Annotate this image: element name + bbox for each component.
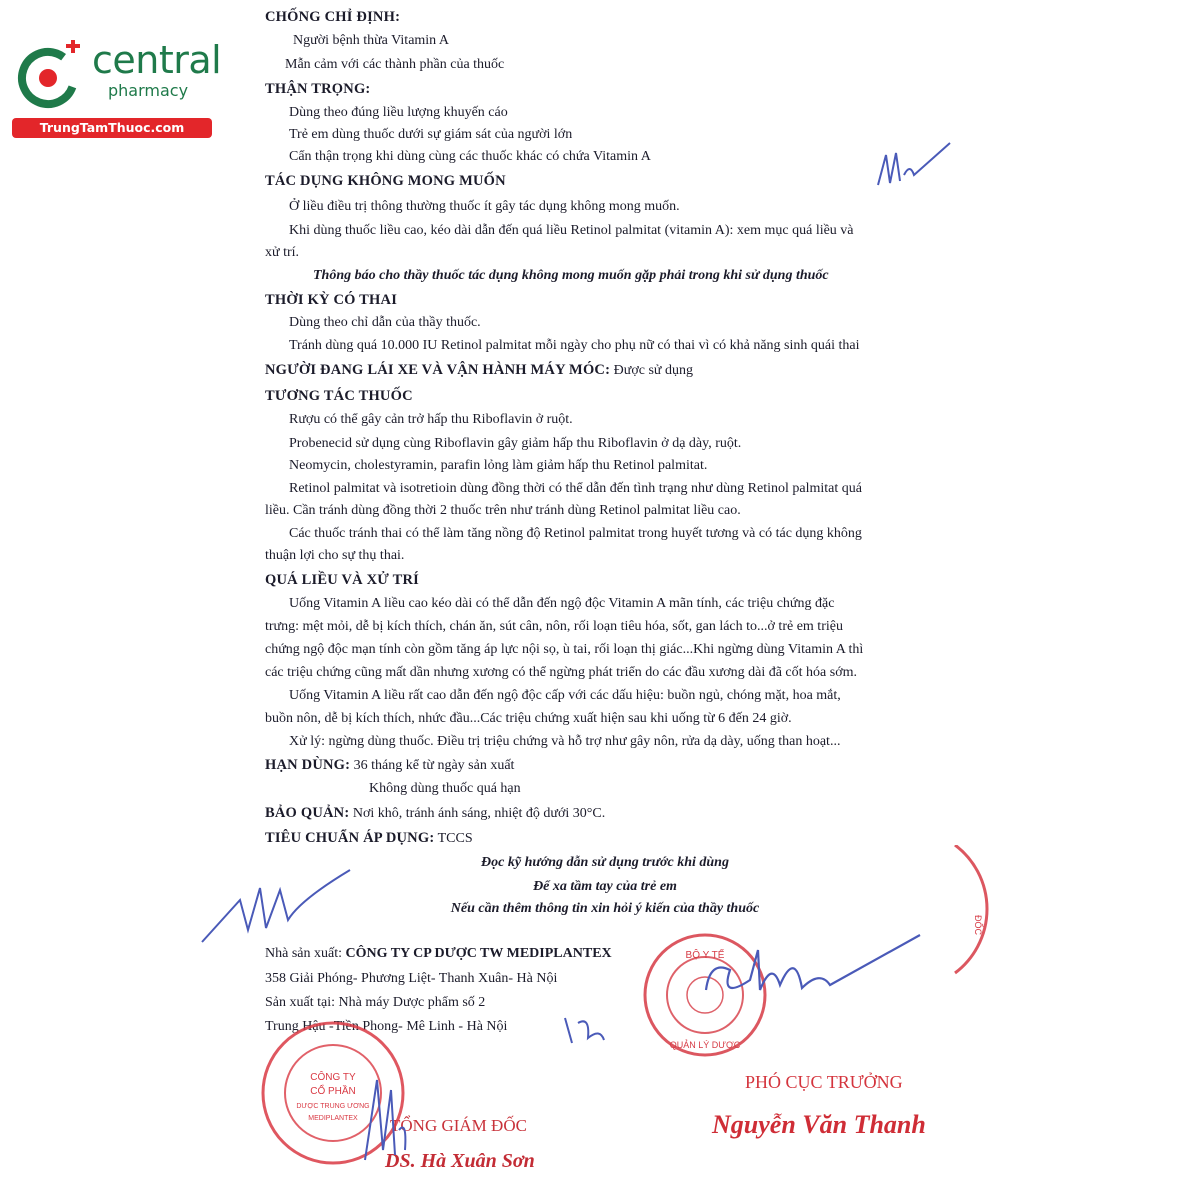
brand-sub: pharmacy	[108, 81, 189, 100]
caution-title: THẬN TRỌNG:	[265, 81, 371, 97]
overdose-3: Xử lý: ngừng dùng thuốc. Điều trị triệu chứng và hỗ trợ như gây nôn, rửa dạ dày, uống than hoạt...	[289, 734, 841, 749]
read-instructions-3: Nếu cần thêm thông tin xin hỏi ý kiến của thầy thuốc	[450, 901, 760, 916]
pregnancy-title: THỜI KỲ CÓ THAI	[265, 292, 398, 308]
standard-text: TCCS	[437, 831, 473, 846]
side-effects-2a: Khi dùng thuốc liều cao, kéo dài dẫn đến quá liều Retinol palmitat (vitamin A): xem mục quá liều và	[289, 223, 854, 238]
svg-text:CỔ PHẦN: CỔ PHẦN	[310, 1086, 356, 1097]
interactions-4b: liều. Cần tránh dùng đồng thời 2 thuốc trên như tránh dùng Retinol palmitat liều cao.	[265, 503, 741, 518]
side-effects-1: Ở liều điều trị thông thường thuốc ít gây tác dụng không mong muốn.	[289, 199, 680, 214]
director-signature-icon	[355, 1060, 415, 1170]
director-title: TỔNG GIÁM ĐỐC	[390, 1116, 527, 1135]
interactions-3: Neomycin, cholestyramin, parafin lỏng làm giảm hấp thu Retinol palmitat.	[289, 458, 708, 473]
deputy-signature-icon	[700, 930, 930, 1030]
made-at-text: Nhà máy Dược phẩm số 2	[338, 995, 486, 1010]
expiry-title: HẠN DÙNG:	[265, 757, 351, 773]
side-effects-2b: xử trí.	[265, 245, 300, 260]
driving-text: Được sử dụng	[613, 363, 693, 378]
contra-item-1: Người bệnh thừa Vitamin A	[293, 33, 450, 48]
storage-title: BẢO QUẢN:	[265, 805, 350, 821]
storage-line	[265, 804, 605, 823]
overdose-1c: chứng ngộ độc mạn tính còn gồm tăng áp lực nội sọ, ù tai, rối loạn thị giác...Khi ngừng dùng Vitamin A thì	[265, 642, 864, 657]
svg-text:BỘ Y TẾ: BỘ Y TẾ	[685, 950, 725, 961]
caution-item-3: Cẩn thận trọng khi dùng cùng các thuốc khác có chứa Vitamin A	[289, 149, 651, 164]
svg-text:MEDIPLANTEX: MEDIPLANTEX	[308, 1115, 358, 1122]
brand-name: central	[92, 38, 222, 82]
brand-site-link[interactable]: TrungTamThuoc.com	[12, 118, 212, 138]
svg-text:DƯỢC TRUNG ƯƠNG: DƯỢC TRUNG ƯƠNG	[296, 1103, 370, 1110]
interactions-4a: Retinol palmitat và isotretioin dùng đồng thời có thể dẫn đến tình trạng như dùng Retinol palmitat quá	[289, 481, 862, 496]
caution-item-2: Trẻ em dùng thuốc dưới sự giám sát của người lớn	[289, 127, 573, 142]
expiry-text-2: Không dùng thuốc quá hạn	[369, 781, 521, 796]
deputy-name: Nguyễn Văn Thanh	[712, 1110, 926, 1139]
storage-text: Nơi khô, tránh ánh sáng, nhiệt độ dưới 30°C.	[352, 806, 606, 821]
side-effects-note: Thông báo cho thầy thuốc tác dụng không mong muốn gặp phải trong khi sử dụng thuốc	[313, 268, 829, 283]
pregnancy-1: Dùng theo chỉ dẫn của thầy thuốc.	[289, 315, 481, 330]
svg-text:CÔNG TY: CÔNG TY	[310, 1072, 356, 1083]
svg-text:QUẢN LÝ DƯỢC: QUẢN LÝ DƯỢC	[669, 1040, 741, 1050]
director-name: DS. Hà Xuân Sơn	[385, 1150, 535, 1172]
overdose-1d: các triệu chứng cũng mất dần nhưng xương có thể ngừng phát triển do các đầu xương dài đã cốt hóa sớm.	[265, 665, 857, 680]
initials-signature-small-icon	[560, 1008, 610, 1048]
driving-line	[265, 361, 693, 380]
interactions-2: Probenecid sử dụng cùng Riboflavin gây giảm hấp thu Riboflavin ở dạ dày, ruột.	[289, 436, 742, 451]
standard-title: TIÊU CHUẨN ÁP DỤNG:	[265, 830, 435, 846]
made-at-address: Trung Hậu -Tiền Phong- Mê Linh - Hà Nội	[265, 1019, 508, 1034]
deputy-title: PHÓ CỤC TRƯỞNG	[745, 1072, 903, 1092]
interactions-5a: Các thuốc tránh thai có thể làm tăng nồng độ Retinol palmitat trong huyết tương và có tác dụng không	[289, 526, 862, 541]
made-at-line	[265, 994, 485, 1012]
overdose-1a: Uống Vitamin A liều cao kéo dài có thể dẫn đến ngộ độc Vitamin A mãn tính, các triệu chứng đặc	[289, 596, 835, 611]
contra-title: CHỐNG CHỈ ĐỊNH:	[265, 9, 401, 25]
initials-signature-left-icon	[200, 860, 360, 950]
read-instructions-1: Đọc kỹ hướng dẫn sử dụng trước khi dùng	[481, 855, 729, 870]
overdose-title: QUÁ LIỀU VÀ XỬ TRÍ	[265, 572, 419, 588]
interactions-5b: thuận lợi cho sự thụ thai.	[265, 548, 405, 563]
contra-item-2: Mẫn cảm với các thành phần của thuốc	[285, 57, 505, 72]
maker-name: CÔNG TY CP DƯỢC TW MEDIPLANTEX	[345, 946, 612, 961]
interactions-1: Rượu có thể gây cản trở hấp thu Riboflavin ở ruột.	[289, 412, 573, 427]
maker-label: Nhà sản xuất:	[265, 946, 342, 961]
overdose-1b: trưng: mệt mỏi, dễ bị kích thích, chán ăn, sút cân, nôn, rối loạn tiêu hóa, sốt, gan lách to...ở trẻ em triệu	[265, 619, 843, 634]
interactions-title: TƯƠNG TÁC THUỐC	[265, 388, 413, 404]
expiry-line	[265, 756, 514, 775]
made-at-label: Sản xuất tại:	[265, 995, 335, 1010]
standard-line	[265, 829, 473, 848]
maker-address: 358 Giải Phóng- Phương Liệt- Thanh Xuân- Hà Nội	[265, 971, 558, 986]
svg-text:ĐỐC: ĐỐC	[973, 915, 983, 935]
expiry-text-1: 36 tháng kể từ ngày sản xuất	[353, 758, 515, 773]
driving-title: NGƯỜI ĐANG LÁI XE VÀ VẬN HÀNH MÁY MÓC:	[265, 362, 611, 378]
caution-item-1: Dùng theo đúng liều lượng khuyến cáo	[289, 105, 508, 120]
overdose-2a: Uống Vitamin A liều rất cao dẫn đến ngộ độc cấp với các dấu hiệu: buồn ngủ, chóng mặt, hoa mắt,	[289, 688, 841, 703]
side-effects-title: TÁC DỤNG KHÔNG MONG MUỐN	[265, 173, 506, 189]
read-instructions-2: Để xa tầm tay của trẻ em	[533, 879, 677, 894]
overdose-2b: buồn nôn, dễ bị kích thích, nhức đầu...Các triệu chứng xuất hiện sau khi uống từ 6 đến 24 giờ.	[265, 711, 792, 726]
initials-signature-top-icon	[870, 135, 960, 195]
pregnancy-2: Tránh dùng quá 10.000 IU Retinol palmitat mỗi ngày cho phụ nữ có thai vì có khả năng sinh quái thai	[289, 338, 860, 353]
